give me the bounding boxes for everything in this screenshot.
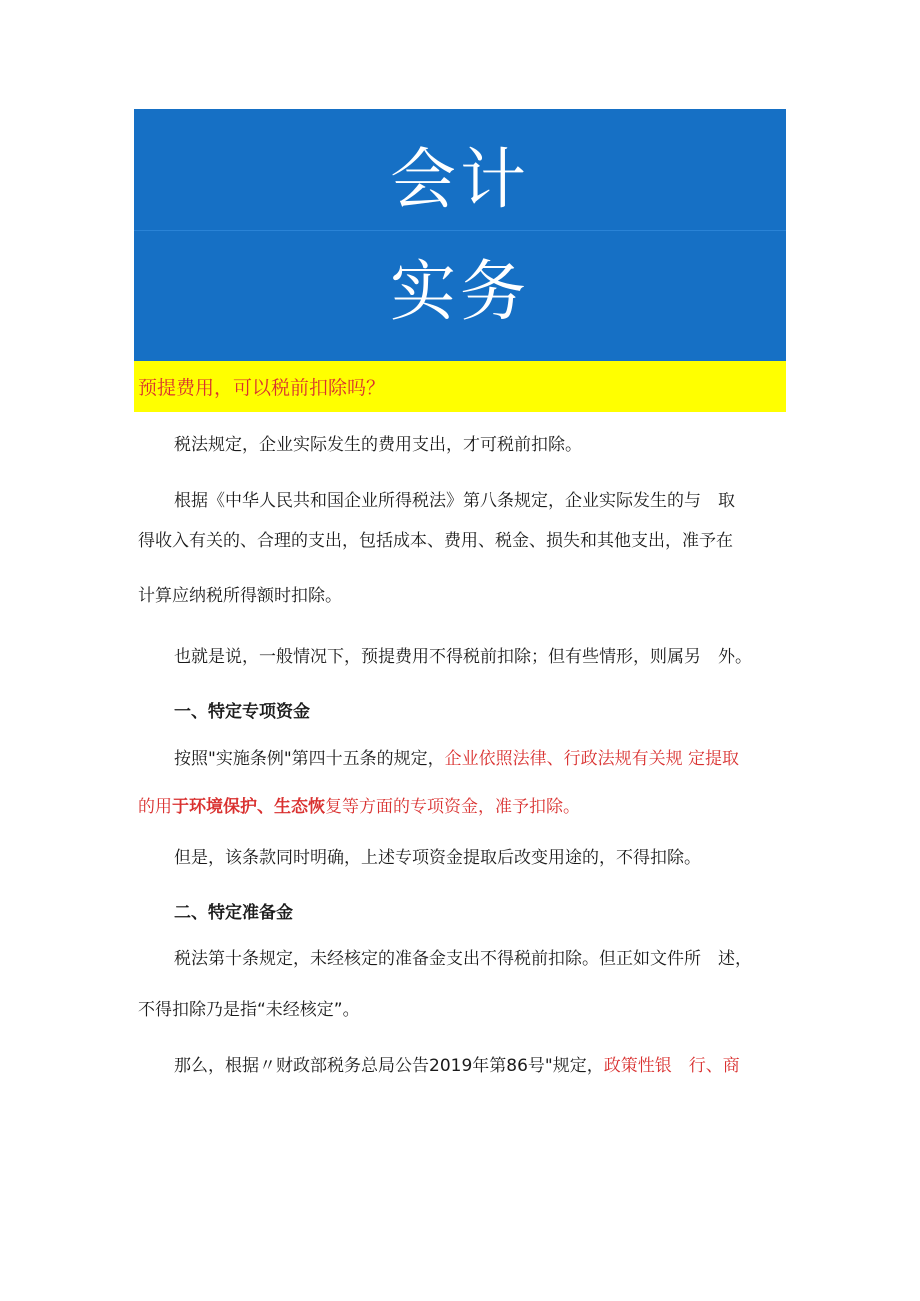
section-heading-2: 二、特定准备金 <box>174 903 293 923</box>
paragraph-3: 也就是说，一般情况下，预提费用不得税前扣除；但有些情形，则属另 外。 <box>174 647 752 667</box>
paragraph-2-line-1: 根据《中华人民共和国企业所得税法》第八条规定，企业实际发生的与 取 <box>174 491 735 511</box>
paragraph-5: 但是，该条款同时明确，上述专项资金提取后改变用途的，不得扣除。 <box>174 848 701 868</box>
paragraph-4-highlight-b: 复等方面的专项资金，准予扣除。 <box>325 797 580 817</box>
paragraph-4-highlight-bold: 于环境保护、生态恢 <box>172 797 325 817</box>
paragraph-7-highlight: 政策性银 行、商 <box>603 1056 740 1076</box>
paragraph-6-line-1: 税法第十条规定，未经核定的准备金支出不得税前扣除。但正如文件所 述， <box>174 949 752 969</box>
title-banner <box>134 109 786 361</box>
banner-divider <box>134 230 786 231</box>
paragraph-4-line-2 <box>138 787 788 827</box>
paragraph-2-line-3: 计算应纳税所得额时扣除。 <box>138 586 342 606</box>
paragraph-4-highlight: 企业依照法律、行政法规有关规 定提取 <box>444 749 740 769</box>
section-heading-1: 一、特定专项资金 <box>174 702 310 722</box>
paragraph-4-line-1 <box>138 739 788 779</box>
paragraph-1: 税法规定，企业实际发生的费用支出，才可税前扣除。 <box>174 435 582 455</box>
paragraph-4-text: 按照"实施条例"第四十五条的规定， <box>174 749 445 769</box>
paragraph-4-highlight-a: 的用 <box>138 797 172 817</box>
banner-title-line1: 会计 <box>390 141 530 218</box>
paragraph-7-text: 那么，根据〃财政部税务总局公告2019年第86号"规定， <box>174 1056 604 1076</box>
banner-title-line2: 实务 <box>390 253 530 330</box>
paragraph-7 <box>138 1046 788 1086</box>
paragraph-2-line-2: 得收入有关的、合理的支出，包括成本、费用、税金、损失和其他支出，准予在 <box>138 531 733 551</box>
paragraph-6-line-2: 不得扣除乃是指“未经核定”。 <box>138 1000 360 1020</box>
article-subtitle: 预提费用，可以税前扣除吗？ <box>134 361 786 412</box>
